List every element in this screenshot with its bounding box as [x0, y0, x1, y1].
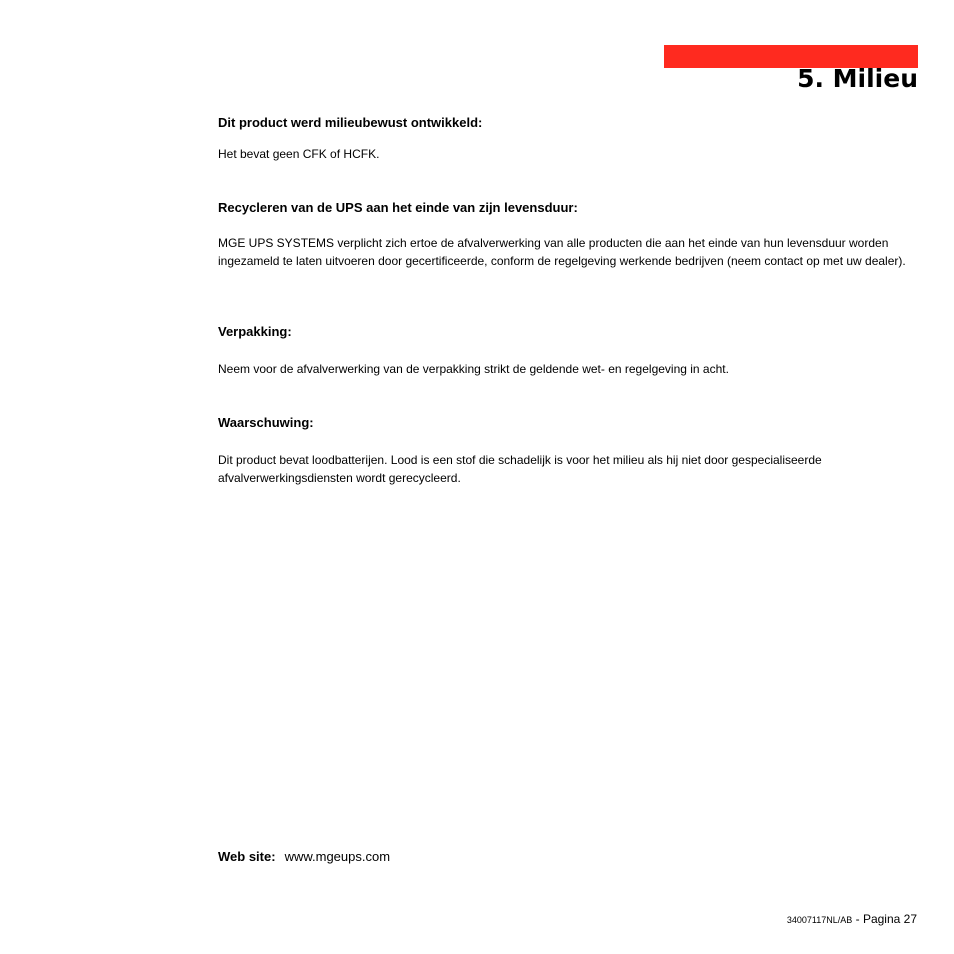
- section-heading-recycling: Recycleren van de UPS aan het einde van zijn levensduur:: [218, 200, 578, 215]
- section-text-recycling: MGE UPS SYSTEMS verplicht zich ertoe de afvalverwerking van alle producten die aan het einde van hun levensduur worden ingezameld te laten uitvoeren door gecertificeerde, conform de regelgeving werkende bedrijven (neem contact op met uw dealer).: [218, 236, 906, 268]
- page-number: - Pagina 27: [852, 912, 917, 926]
- page-footer: [787, 911, 917, 928]
- document-code: 34007117NL/AB: [786, 915, 853, 925]
- website-line: [218, 849, 390, 865]
- chapter-title: 5. Milieu: [797, 64, 918, 93]
- website-label: Web site:: [218, 849, 276, 864]
- section-heading-eco-design: Dit product werd milieubewust ontwikkeld:: [218, 115, 483, 130]
- section-text-packaging: Neem voor de afvalverwerking van de verpakking strikt de geldende wet- en regelgeving in acht.: [218, 362, 729, 376]
- section-heading-packaging: Verpakking:: [218, 324, 292, 339]
- section-heading-warning: Waarschuwing:: [218, 415, 314, 430]
- section-text-warning: Dit product bevat loodbatterijen. Lood is een stof die schadelijk is voor het milieu als hij niet door gespecialiseerde afvalverwerkingsdiensten wordt gerecycleerd.: [218, 453, 822, 485]
- website-url: www.mgeups.com: [284, 849, 391, 864]
- section-text-eco-design: Het bevat geen CFK of HCFK.: [218, 147, 380, 161]
